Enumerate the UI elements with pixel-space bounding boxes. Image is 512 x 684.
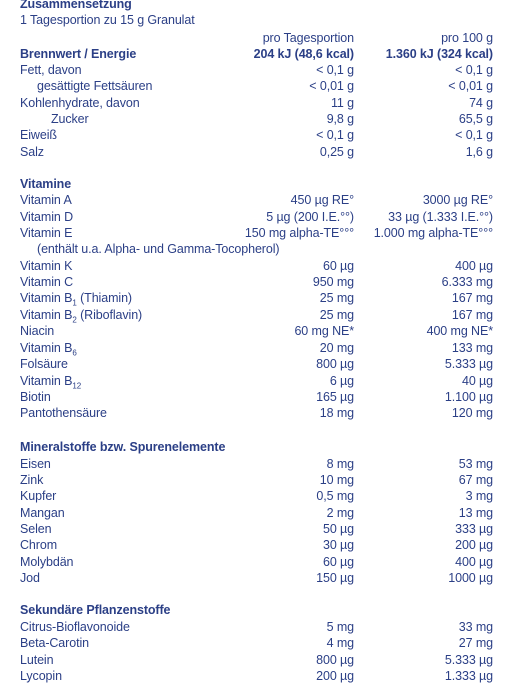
nutrient-label: Fett, davon (20, 63, 82, 77)
portion-subtitle: 1 Tagesportion zu 15 g Granulat (20, 13, 195, 27)
nutrient-per100: 65,5 g (458, 112, 493, 126)
vitamin-per100: 40 µg (461, 374, 493, 388)
vitamin-label: Vitamin $B_2$ (Riboflavin) (20, 308, 143, 325)
vitamin-daily: 950 mg (312, 275, 354, 289)
mineral-per100: 3 mg (465, 489, 493, 503)
nutrient-daily: < 0,1 g (316, 128, 354, 142)
mineral-label: Selen (20, 522, 52, 536)
vitamin-label: Folsäure (20, 357, 68, 371)
phyto-label: Lutein (20, 653, 54, 667)
phyto-daily: 4 mg (326, 636, 354, 650)
vitamin-label: Vitamin D (20, 210, 74, 224)
mineral-daily: 150 µg (316, 571, 354, 585)
phyto-per100: 5.333 µg (444, 653, 493, 667)
nutrient-per100: < 0,1 g (455, 128, 493, 142)
phyto-label: Beta-Carotin (20, 636, 89, 650)
mineral-row (0, 456, 512, 472)
vitamin-daily: 5 µg (200 I.E.°°) (266, 210, 354, 224)
phyto-row (0, 652, 512, 668)
mineral-per100: 1000 µg (448, 571, 493, 585)
vitamin-row (0, 258, 512, 274)
nutrient-row (0, 111, 512, 127)
phyto-label: Lycopin (20, 669, 62, 683)
section-title-vitamins: Vitamine (20, 177, 72, 191)
nutrient-row (0, 127, 512, 143)
vitamin-per100: 3000 µg RE° (422, 193, 493, 207)
vitamin-per100: 133 mg (451, 341, 493, 355)
nutrient-per100: < 0,01 g (448, 79, 493, 93)
mineral-per100: 400 µg (455, 555, 493, 569)
mineral-row (0, 488, 512, 504)
mineral-label: Molybdän (20, 555, 74, 569)
vitamin-daily: 60 mg NE* (294, 324, 354, 338)
mineral-per100: 53 mg (458, 457, 493, 471)
mineral-row (0, 472, 512, 488)
vitamin-daily: 25 mg (319, 291, 354, 305)
vitamin-daily: 20 mg (319, 341, 354, 355)
vitamin-per100: 167 mg (451, 308, 493, 322)
vitamin-row (0, 307, 512, 323)
mineral-label: Kupfer (20, 489, 57, 503)
nutrient-label: Salz (20, 145, 44, 159)
energy-daily: 204 kJ (48,6 kcal) (253, 47, 354, 61)
nutrient-label: Eiweiß (20, 128, 57, 142)
vitamin-row (0, 192, 512, 208)
nutrient-label: Zucker (51, 112, 89, 126)
vitamin-daily: 450 µg RE° (290, 193, 354, 207)
mineral-daily: 30 µg (322, 538, 354, 552)
phyto-daily: 5 mg (326, 620, 354, 634)
column-header-daily: pro Tagesportion (262, 31, 354, 45)
phyto-per100: 27 mg (458, 636, 493, 650)
nutrient-row (0, 95, 512, 111)
mineral-daily: 50 µg (322, 522, 354, 536)
section-title-phytochemicals: Sekundäre Pflanzenstoffe (20, 603, 171, 617)
energy-per100: 1.360 kJ (324 kcal) (385, 47, 493, 61)
vitamin-row (0, 373, 512, 389)
vitamin-row (0, 209, 512, 225)
mineral-label: Zink (20, 473, 44, 487)
vitamin-per100: 400 µg (455, 259, 493, 273)
vitamin-label: Vitamin $B_1$ (Thiamin) (20, 291, 132, 308)
vitamin-per100: 1.100 µg (444, 390, 493, 404)
mineral-per100: 13 mg (458, 506, 493, 520)
mineral-row (0, 505, 512, 521)
vitamin-row (0, 323, 512, 339)
vitamin-per100: 1.000 mg alpha-TE°°° (373, 226, 493, 240)
vitamin-label: Vitamin E (20, 226, 73, 240)
energy-row (0, 46, 512, 62)
vitamin-daily: 60 µg (322, 259, 354, 273)
vitamin-per100: 6.333 mg (441, 275, 493, 289)
nutrient-daily: < 0,1 g (316, 63, 354, 77)
vitamin-row (0, 290, 512, 306)
vitamin-daily: 25 mg (319, 308, 354, 322)
vitamin-label: Biotin (20, 390, 51, 404)
mineral-row (0, 570, 512, 586)
vitamin-label: Vitamin $B_6$ (20, 341, 77, 358)
phyto-daily: 800 µg (316, 653, 354, 667)
mineral-daily: 2 mg (326, 506, 354, 520)
nutrient-daily: 9,8 g (326, 112, 354, 126)
vitamin-per100: 120 mg (451, 406, 493, 420)
vitamin-e-note: (enthält u.a. Alpha- und Gamma-Tocopherol) (37, 242, 280, 256)
phyto-row (0, 635, 512, 651)
vitamin-daily: 165 µg (316, 390, 354, 404)
vitamin-per100: 167 mg (451, 291, 493, 305)
vitamin-daily: 18 mg (319, 406, 354, 420)
nutrient-daily: 0,25 g (319, 145, 354, 159)
vitamin-daily: 150 mg alpha-TE°°° (244, 226, 354, 240)
nutrient-per100: 1,6 g (465, 145, 493, 159)
phyto-per100: 33 mg (458, 620, 493, 634)
mineral-row (0, 521, 512, 537)
vitamin-row (0, 225, 512, 241)
mineral-daily: 10 mg (319, 473, 354, 487)
mineral-per100: 333 µg (455, 522, 493, 536)
vitamin-per100: 400 mg NE* (426, 324, 493, 338)
energy-label: Brennwert / Energie (20, 47, 137, 61)
nutrient-daily: < 0,01 g (309, 79, 354, 93)
mineral-per100: 200 µg (455, 538, 493, 552)
nutrient-per100: 74 g (469, 96, 493, 110)
mineral-daily: 8 mg (326, 457, 354, 471)
vitamin-per100: 5.333 µg (444, 357, 493, 371)
mineral-label: Eisen (20, 457, 51, 471)
column-header-per-100g: pro 100 g (441, 31, 493, 45)
vitamin-per100: 33 µg (1.333 I.E.°°) (388, 210, 493, 224)
mineral-per100: 67 mg (458, 473, 493, 487)
mineral-daily: 60 µg (322, 555, 354, 569)
mineral-label: Chrom (20, 538, 58, 552)
vitamin-label: Vitamin C (20, 275, 74, 289)
vitamin-daily: 800 µg (316, 357, 354, 371)
vitamin-label: Niacin (20, 324, 55, 338)
phyto-row (0, 619, 512, 635)
phyto-label: Citrus-Bioflavonoide (20, 620, 130, 634)
vitamin-row (0, 405, 512, 421)
mineral-daily: 0,5 mg (316, 489, 354, 503)
nutrient-row (0, 78, 512, 94)
nutrient-row (0, 62, 512, 78)
vitamin-label: Vitamin $B_{12}$ (20, 374, 82, 391)
section-title-minerals: Mineralstoffe bzw. Spurenelemente (20, 440, 226, 454)
phyto-daily: 200 µg (316, 669, 354, 683)
nutrient-per100: < 0,1 g (455, 63, 493, 77)
vitamin-daily: 6 µg (329, 374, 354, 388)
page-title: Zusammensetzung (20, 0, 132, 11)
mineral-label: Jod (20, 571, 40, 585)
nutrient-label: gesättigte Fettsäuren (37, 79, 153, 93)
mineral-row (0, 537, 512, 553)
phyto-per100: 1.333 µg (444, 669, 493, 683)
mineral-label: Mangan (20, 506, 65, 520)
vitamin-label: Vitamin A (20, 193, 72, 207)
nutrient-label: Kohlenhydrate, davon (20, 96, 140, 110)
vitamin-row (0, 340, 512, 356)
vitamin-row (0, 389, 512, 405)
phyto-row (0, 668, 512, 684)
vitamin-row (0, 356, 512, 372)
vitamin-label: Vitamin K (20, 259, 73, 273)
vitamin-label: Pantothensäure (20, 406, 107, 420)
vitamin-row (0, 274, 512, 290)
mineral-row (0, 554, 512, 570)
nutrient-daily: 11 g (330, 96, 354, 110)
nutrient-row (0, 144, 512, 160)
